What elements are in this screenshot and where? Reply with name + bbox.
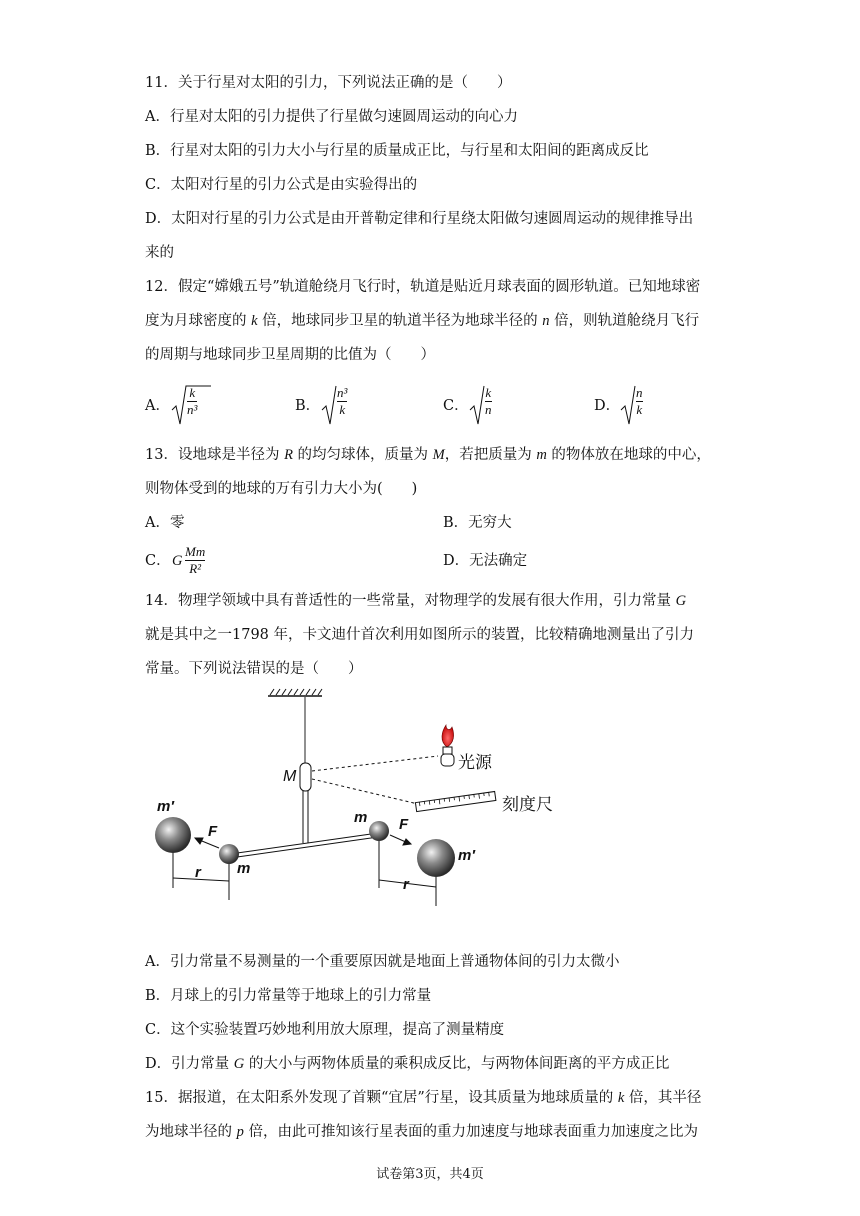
sqrt-sign-icon (620, 384, 636, 428)
q13-stem-line2: 则物体受到的地球的万有引力大小为( ) (145, 481, 418, 497)
small-sphere-left (219, 844, 239, 864)
q14-option-b: B．月球上的引力常量等于地球上的引力常量 (145, 988, 432, 1004)
large-mass-right-label: m′ (458, 847, 475, 864)
q12-option-c: C． k n (443, 384, 563, 428)
small-mass-right-label: m (354, 809, 368, 826)
distance-left-label: r (195, 864, 201, 881)
q11-stem: 11．关于行星对太阳的引力，下列说法正确的是（ ） (145, 75, 512, 91)
large-mass-left-label: m′ (157, 798, 174, 815)
cavendish-apparatus-diagram (140, 683, 553, 913)
incident-light-ray (312, 756, 438, 771)
q11-option-a: A．行星对太阳的引力提供了行星做匀速圆周运动的向心力 (145, 109, 518, 125)
scale-ruler (415, 792, 495, 812)
q13-option-c-fraction: Mm R² (185, 544, 206, 576)
ruler-label: 刻度尺 (502, 795, 553, 814)
sqrt-sign-icon (321, 384, 337, 428)
q14-option-a: A．引力常量不易测量的一个重要原因就是地面上普通物体间的引力太微小 (145, 954, 620, 970)
q12-option-d: D． n k (594, 384, 714, 428)
q11-option-d-cont: 来的 (145, 245, 174, 261)
ceiling-support (268, 689, 322, 696)
q14-stem-line2: 就是其中之一1798 年，卡文迪什首次利用如图所示的装置，比较精确地测量出了引力 (145, 627, 695, 643)
page-footer: 试卷第3页，共4页 (376, 1167, 484, 1182)
distance-right-label: r (403, 876, 409, 893)
mirror (300, 763, 311, 791)
q13-option-c-g: G (172, 553, 183, 569)
q12-stem-line1: 12．假定“嫦娥五号”轨道舱绕月飞行时，轨道是贴近月球表面的圆形轨道。已知地球密 (145, 279, 701, 295)
mirror-label: M (283, 768, 297, 785)
q12-option-b: B． n³ k (295, 384, 415, 428)
q13-option-a: A．零 (145, 515, 185, 531)
q15-stem-line2: 为地球半径的 p 倍，由此可推知该行星表面的重力加速度与地球表面重力加速度之比为 (145, 1124, 698, 1140)
q12-stem-line2: 度为月球密度的 k 倍，地球同步卫星的轨道半径为地球半径的 n 倍，则轨道舱绕月飞行 (145, 313, 700, 329)
q13-option-d: D．无法确定 (443, 553, 528, 569)
sqrt-sign-icon (171, 384, 187, 428)
large-sphere-right (417, 839, 455, 877)
q13-stem-line1: 13．设地球是半径为 R 的均匀球体，质量为 M，若把质量为 m 的物体放在地球的中心， (145, 447, 711, 463)
sqrt-sign-icon (469, 384, 485, 428)
q13-option-b: B．无穷大 (443, 515, 512, 531)
small-sphere-right (369, 821, 389, 841)
light-source-label: 光源 (458, 753, 492, 772)
force-left-label: F (208, 823, 218, 840)
q12-option-a: A． k n³ (145, 384, 265, 428)
q13-option-c-label: C． (145, 553, 171, 569)
large-sphere-left (155, 817, 191, 853)
q11-option-b: B．行星对太阳的引力大小与行星的质量成正比，与行星和太阳间的距离成反比 (145, 143, 649, 159)
q12-stem-line3: 的周期与地球同步卫星周期的比值为（ ） (145, 347, 435, 363)
light-source-icon (441, 725, 454, 766)
q14-stem-line3: 常量。下列说法错误的是（ ） (145, 661, 363, 677)
small-mass-left-label: m (237, 860, 251, 877)
q14-option-d: D．引力常量 G 的大小与两物体质量的乘积成反比，与两物体间距离的平方成正比 (145, 1056, 670, 1072)
reflected-light-ray (312, 779, 418, 804)
distance-markers (173, 841, 436, 906)
q11-option-c: C．太阳对行星的引力公式是由实验得出的 (145, 177, 418, 193)
q14-stem-line1: 14．物理学领域中具有普适性的一些常量，对物理学的发展有很大作用，引力常量 G (145, 593, 687, 609)
q14-option-c: C．这个实验装置巧妙地利用放大原理，提高了测量精度 (145, 1022, 505, 1038)
force-right-label: F (399, 816, 409, 833)
q15-stem-line1: 15．据报道，在太阳系外发现了首颗“宜居”行星，设其质量为地球质量的 k 倍，其半径 (145, 1090, 702, 1106)
q11-option-d: D．太阳对行星的引力公式是由开普勒定律和行星绕太阳做匀速圆周运动的规律推导出 (145, 211, 694, 227)
